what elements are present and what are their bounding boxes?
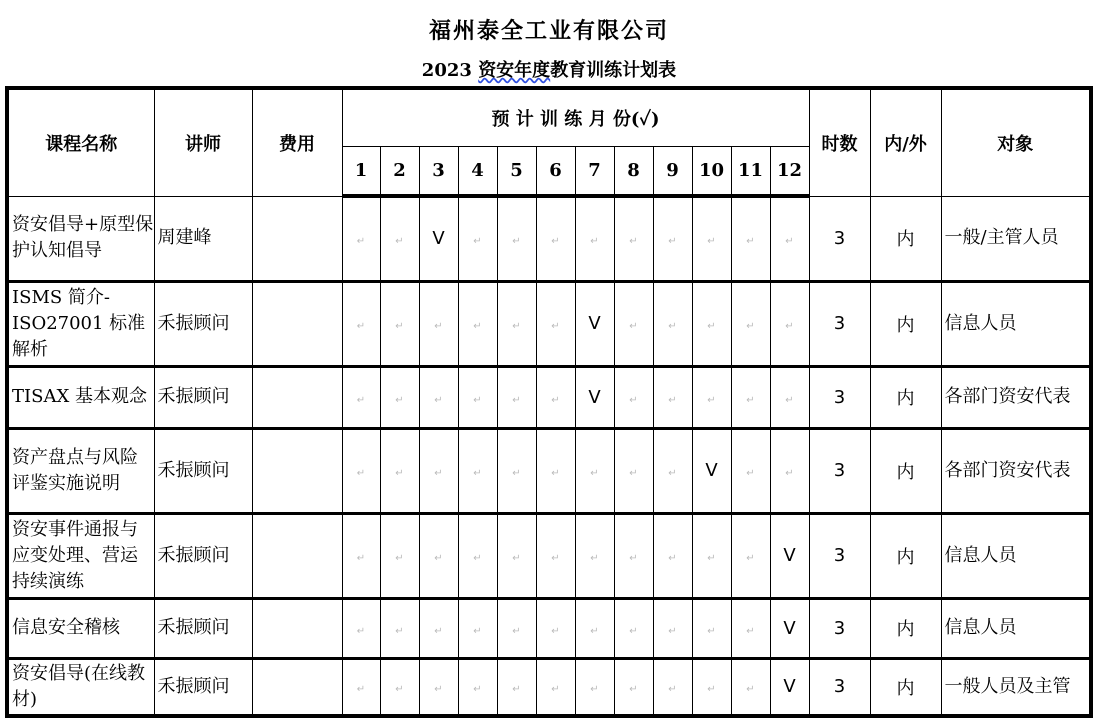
- inout-cell: 内: [870, 428, 941, 513]
- audience-cell: 各部门资安代表: [941, 428, 1091, 513]
- header-course: 课程名称: [7, 88, 154, 196]
- table-row: [7, 513, 1091, 598]
- month-cell-12: V: [770, 598, 809, 658]
- month-cell-6: ↵: [536, 196, 575, 281]
- header-month-9: 9: [653, 146, 692, 196]
- month-cell-3: ↵: [419, 658, 458, 716]
- month-cell-1: ↵: [342, 428, 380, 513]
- month-cell-2: ↵: [380, 366, 419, 428]
- inout-cell: 内: [870, 196, 941, 281]
- month-cell-4: ↵: [458, 281, 497, 366]
- month-cell-3: ↵: [419, 513, 458, 598]
- month-cell-8: ↵: [614, 658, 653, 716]
- month-cell-7: ↵: [575, 513, 614, 598]
- hours-cell: 3: [809, 658, 870, 716]
- month-cell-5: ↵: [497, 428, 536, 513]
- month-cell-8: ↵: [614, 598, 653, 658]
- cost-cell: [252, 658, 342, 716]
- month-cell-10: ↵: [692, 598, 731, 658]
- month-cell-10: ↵: [692, 196, 731, 281]
- month-cell-1: ↵: [342, 366, 380, 428]
- hours-cell: 3: [809, 428, 870, 513]
- month-cell-12: ↵: [770, 281, 809, 366]
- month-cell-1: ↵: [342, 658, 380, 716]
- table-row: [7, 598, 1091, 658]
- month-cell-5: ↵: [497, 658, 536, 716]
- header-month-2: 2: [380, 146, 419, 196]
- month-cell-11: ↵: [731, 598, 770, 658]
- month-cell-1: ↵: [342, 598, 380, 658]
- cost-cell: [252, 598, 342, 658]
- month-cell-9: ↵: [653, 196, 692, 281]
- month-cell-11: ↵: [731, 281, 770, 366]
- lecturer-cell: 禾振顾问: [154, 281, 252, 366]
- month-cell-2: ↵: [380, 658, 419, 716]
- audience-cell: 信息人员: [941, 513, 1091, 598]
- header-month-4: 4: [458, 146, 497, 196]
- month-cell-5: ↵: [497, 196, 536, 281]
- month-cell-3: ↵: [419, 366, 458, 428]
- title-underlined: 资安年度: [478, 60, 551, 81]
- company-name: 福州泰全工业有限公司: [428, 18, 669, 44]
- hours-cell: 3: [809, 281, 870, 366]
- month-cell-4: ↵: [458, 513, 497, 598]
- course-cell: ISMS 简介-ISO27001 标准解析: [7, 281, 154, 366]
- hours-cell: 3: [809, 598, 870, 658]
- audience-cell: 信息人员: [941, 281, 1091, 366]
- month-cell-3: ↵: [419, 281, 458, 366]
- month-cell-5: ↵: [497, 513, 536, 598]
- month-cell-6: ↵: [536, 428, 575, 513]
- audience-cell: 一般/主管人员: [941, 196, 1091, 281]
- month-cell-9: ↵: [653, 428, 692, 513]
- month-cell-7: ↵: [575, 658, 614, 716]
- header-month-6: 6: [536, 146, 575, 196]
- header-inout: 内/外: [870, 88, 941, 196]
- month-cell-11: ↵: [731, 513, 770, 598]
- inout-cell: 内: [870, 513, 941, 598]
- cost-cell: [252, 428, 342, 513]
- month-cell-4: ↵: [458, 598, 497, 658]
- header-month-8: 8: [614, 146, 653, 196]
- month-cell-9: ↵: [653, 658, 692, 716]
- month-cell-7: V: [575, 281, 614, 366]
- month-cell-7: ↵: [575, 428, 614, 513]
- month-cell-4: ↵: [458, 658, 497, 716]
- header-month-12: 12: [770, 146, 809, 196]
- month-cell-5: ↵: [497, 281, 536, 366]
- table-row: [7, 658, 1091, 716]
- month-cell-2: ↵: [380, 428, 419, 513]
- table-row: [7, 428, 1091, 513]
- month-cell-4: ↵: [458, 366, 497, 428]
- hours-cell: 3: [809, 366, 870, 428]
- lecturer-cell: 禾振顾问: [154, 428, 252, 513]
- month-cell-11: ↵: [731, 196, 770, 281]
- inout-cell: 内: [870, 281, 941, 366]
- lecturer-cell: 周建峰: [154, 196, 252, 281]
- title-year: 2023: [421, 60, 472, 81]
- month-cell-3: V: [419, 196, 458, 281]
- month-cell-10: ↵: [692, 658, 731, 716]
- month-cell-12: V: [770, 658, 809, 716]
- month-cell-7: V: [575, 366, 614, 428]
- title-rest: 教育训练计划表: [550, 60, 677, 81]
- month-cell-4: ↵: [458, 428, 497, 513]
- course-cell: 资安倡导(在线教材): [7, 658, 154, 716]
- lecturer-cell: 禾振顾问: [154, 513, 252, 598]
- month-cell-1: ↵: [342, 513, 380, 598]
- lecturer-cell: 禾振顾问: [154, 658, 252, 716]
- month-cell-10: ↵: [692, 513, 731, 598]
- header-month-11: 11: [731, 146, 770, 196]
- header-months-group: 预 计 训 练 月 份(✓): [342, 88, 809, 146]
- course-cell: 信息安全稽核: [7, 598, 154, 658]
- month-cell-9: ↵: [653, 513, 692, 598]
- month-cell-8: ↵: [614, 281, 653, 366]
- month-cell-7: ↵: [575, 196, 614, 281]
- month-cell-8: ↵: [614, 366, 653, 428]
- training-plan-table: [5, 86, 1093, 718]
- month-cell-8: ↵: [614, 513, 653, 598]
- month-cell-6: ↵: [536, 658, 575, 716]
- lecturer-cell: 禾振顾问: [154, 598, 252, 658]
- month-cell-2: ↵: [380, 281, 419, 366]
- month-cell-10: V: [692, 428, 731, 513]
- lecturer-cell: 禾振顾问: [154, 366, 252, 428]
- header-month-3: 3: [419, 146, 458, 196]
- course-cell: 资安倡导+原型保护认知倡导: [7, 196, 154, 281]
- month-cell-10: ↵: [692, 281, 731, 366]
- month-cell-2: ↵: [380, 598, 419, 658]
- month-cell-8: ↵: [614, 428, 653, 513]
- audience-cell: 信息人员: [941, 598, 1091, 658]
- cost-cell: [252, 281, 342, 366]
- month-cell-12: ↵: [770, 196, 809, 281]
- month-cell-5: ↵: [497, 366, 536, 428]
- course-cell: 资产盘点与风险评鉴实施说明: [7, 428, 154, 513]
- month-cell-1: ↵: [342, 281, 380, 366]
- header-hours: 时数: [809, 88, 870, 196]
- month-cell-4: ↵: [458, 196, 497, 281]
- audience-cell: 各部门资安代表: [941, 366, 1091, 428]
- inout-cell: 内: [870, 598, 941, 658]
- header-lecturer: 讲师: [154, 88, 252, 196]
- month-cell-6: ↵: [536, 281, 575, 366]
- month-cell-1: ↵: [342, 196, 380, 281]
- month-cell-12: ↵: [770, 366, 809, 428]
- month-cell-8: ↵: [614, 196, 653, 281]
- header-month-7: 7: [575, 146, 614, 196]
- inout-cell: 内: [870, 366, 941, 428]
- header-month-1: 1: [342, 146, 380, 196]
- month-cell-5: ↵: [497, 598, 536, 658]
- course-cell: TISAX 基本观念: [7, 366, 154, 428]
- month-cell-11: ↵: [731, 428, 770, 513]
- month-cell-11: ↵: [731, 366, 770, 428]
- month-cell-3: ↵: [419, 598, 458, 658]
- header-audience: 对象: [941, 88, 1091, 196]
- month-cell-2: ↵: [380, 513, 419, 598]
- table-row: [7, 366, 1091, 428]
- table-row: [7, 196, 1091, 281]
- inout-cell: 内: [870, 658, 941, 716]
- header-month-5: 5: [497, 146, 536, 196]
- header-cost: 费用: [252, 88, 342, 196]
- cost-cell: [252, 513, 342, 598]
- document-title: [0, 56, 1098, 82]
- table-row: [7, 281, 1091, 366]
- month-cell-12: ↵: [770, 428, 809, 513]
- month-cell-6: ↵: [536, 366, 575, 428]
- month-cell-9: ↵: [653, 598, 692, 658]
- month-cell-11: ↵: [731, 658, 770, 716]
- cost-cell: [252, 366, 342, 428]
- month-cell-10: ↵: [692, 366, 731, 428]
- month-cell-3: ↵: [419, 428, 458, 513]
- hours-cell: 3: [809, 513, 870, 598]
- month-cell-2: ↵: [380, 196, 419, 281]
- hours-cell: 3: [809, 196, 870, 281]
- month-cell-6: ↵: [536, 598, 575, 658]
- month-cell-6: ↵: [536, 513, 575, 598]
- month-cell-9: ↵: [653, 366, 692, 428]
- course-cell: 资安事件通报与应变处理、营运持续演练: [7, 513, 154, 598]
- month-cell-7: ↵: [575, 598, 614, 658]
- cost-cell: [252, 196, 342, 281]
- header-month-10: 10: [692, 146, 731, 196]
- month-cell-9: ↵: [653, 281, 692, 366]
- audience-cell: 一般人员及主管: [941, 658, 1091, 716]
- month-cell-12: V: [770, 513, 809, 598]
